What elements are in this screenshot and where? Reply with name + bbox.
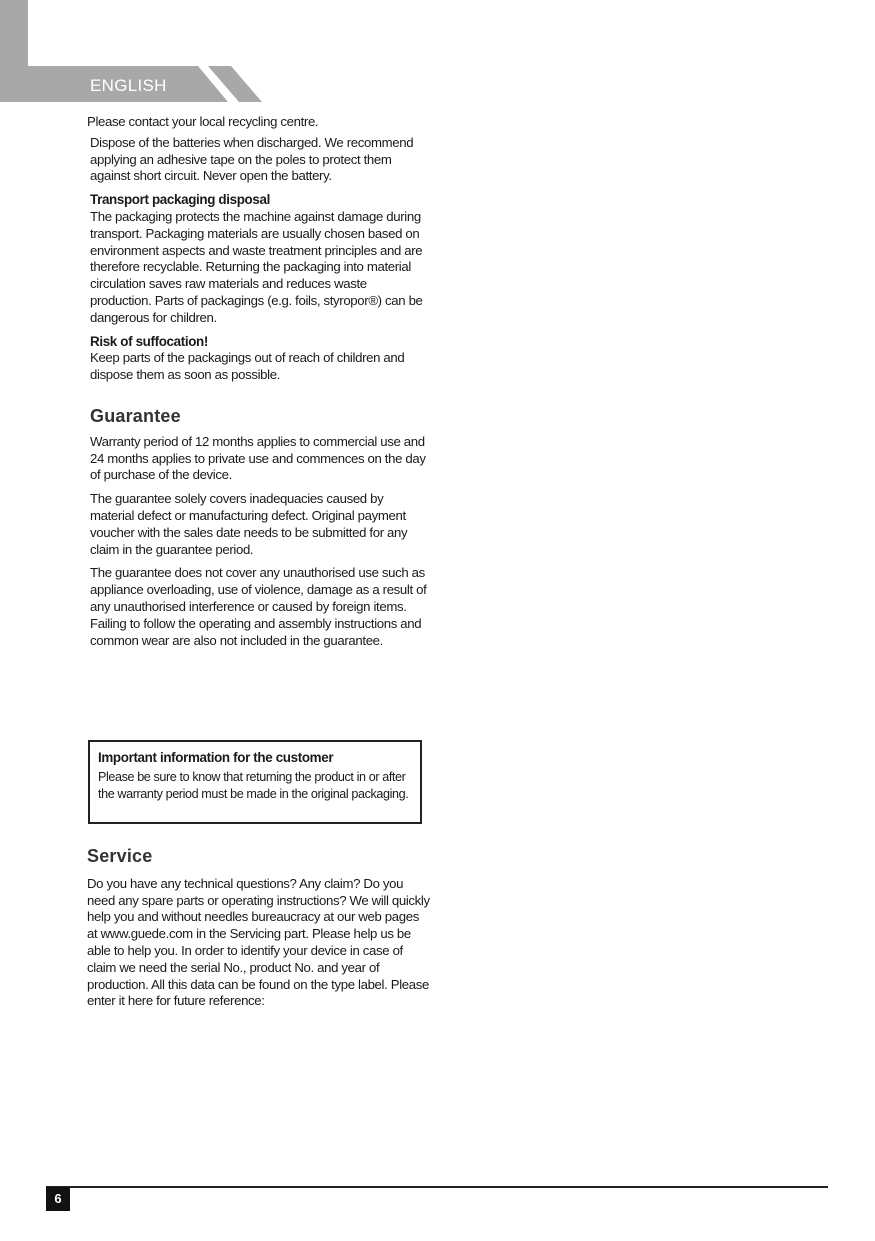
notice-title: Important information for the customer [98, 750, 334, 765]
guarantee-paragraph: The guarantee solely covers inadequacies caused by material defect or manufacturing defect. Original payment voucher with the sales date needs to be submitted for any claim in the guarantee period. [90, 491, 408, 557]
guarantee-paragraph: The guarantee does not cover any unauthorised use such as appliance overloading, use of violence, damage as a result of any unauthorised interference or caused by foreign items. Failing to follow the operating and assembly instructions and common wear are also not included in the guarantee. [90, 565, 427, 648]
footer-rule [46, 1186, 828, 1188]
transport-packaging-heading: Transport packaging disposal [90, 192, 270, 208]
language-label: ENGLISH [90, 76, 167, 95]
guarantee-paragraph: Warranty period of 12 months applies to commercial use and 24 months applies to private use and commences on the day of purchase of the device. [90, 433, 426, 483]
notice-text: Please be sure to know that returning the product in or after the warranty period must be made in the original packaging. [98, 770, 409, 801]
page-number: 6 [46, 1187, 70, 1211]
service-heading: Service [87, 846, 153, 866]
recycling-note: Please contact your local recycling centre. [87, 114, 319, 129]
main-column [87, 114, 430, 649]
suffocation-heading: Risk of suffocation! [90, 333, 208, 349]
suffocation-text: Keep parts of the packagings out of reach of children and dispose them as soon as possible. [90, 350, 405, 383]
guarantee-heading: Guarantee [90, 405, 181, 426]
transport-packaging-text: The packaging protects the machine against damage during transport. Packaging materials are usually chosen based on environment aspects and waste treatment principles and are therefore recyclable. Returning the packaging into material circulation saves raw materials and reduces waste production. Parts of packagings (e.g. foils, styropor®) can be dangerous for children. [90, 208, 423, 325]
service-text: Do you have any technical questions? Any claim? Do you need any spare parts or operating instructions? We will quickly help you and without needles bureaucracy at our web pages at www.guede.com in the Servicing part. Please help us be able to help you. In order to identify your device in case of claim we need the serial No., product No. and year of production. All this data can be found on the type label. Please enter it here for future reference: [87, 875, 430, 1009]
customer-notice-box [88, 740, 422, 824]
battery-disposal-text: Dispose of the batteries when discharged. We recommend applying an adhesive tape on the poles to protect them against short circuit. Never open the battery. [90, 134, 414, 184]
service-section [87, 848, 432, 1010]
